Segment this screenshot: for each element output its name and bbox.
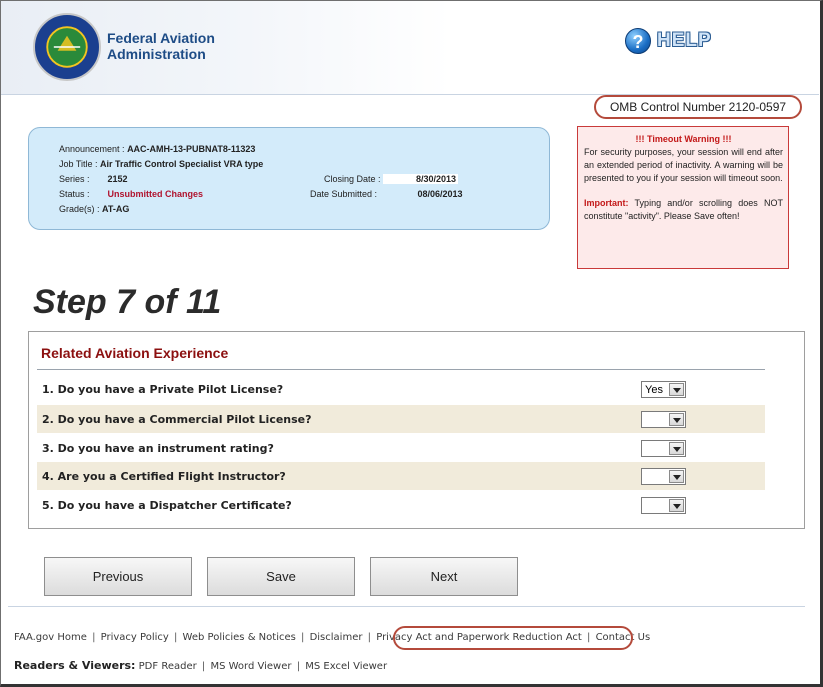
closing-date-row bbox=[324, 174, 458, 184]
footer-divider bbox=[8, 606, 805, 607]
footer-separator: | bbox=[201, 661, 206, 672]
status-label: Status : bbox=[59, 189, 90, 199]
grade-label: Grade(s) : bbox=[59, 204, 100, 214]
question-row bbox=[37, 405, 765, 433]
question-text: 1. Do you have a Private Pilot License? bbox=[42, 383, 284, 396]
announcement-value: AAC-AMH-13-PUBNAT8-11323 bbox=[127, 144, 256, 154]
footer-link-faa-home[interactable]: FAA.gov Home bbox=[14, 632, 87, 643]
footer-separator: | bbox=[92, 632, 96, 643]
chevron-down-icon[interactable] bbox=[669, 442, 684, 455]
closing-date-label: Closing Date : bbox=[324, 174, 381, 184]
help-question-icon[interactable]: ? bbox=[625, 28, 651, 54]
question-row bbox=[37, 434, 765, 462]
timeout-important-body: Typing and/or scrolling does NOT constitute "activity". Please Save often! bbox=[584, 198, 783, 221]
faa-seal-icon bbox=[35, 15, 99, 79]
next-button[interactable]: Next bbox=[370, 557, 518, 596]
help-button[interactable] bbox=[625, 27, 712, 55]
footer-link-disclaimer[interactable]: Disclaimer bbox=[309, 632, 363, 643]
readers-viewers bbox=[14, 659, 387, 672]
chevron-down-icon[interactable] bbox=[669, 470, 684, 483]
status-row bbox=[59, 189, 203, 199]
footer-separator: | bbox=[296, 661, 301, 672]
footer-link-privacy-act[interactable]: Privacy Act and Paperwork Reduction Act bbox=[376, 632, 582, 643]
agency-name-line2: Administration bbox=[107, 46, 206, 62]
question-text: 3. Do you have an instrument rating? bbox=[42, 442, 274, 455]
footer-link-contact-us[interactable]: Contact Us bbox=[595, 632, 651, 643]
series-row bbox=[59, 174, 128, 184]
omb-control-number: OMB Control Number 2120-0597 bbox=[594, 95, 802, 119]
timeout-warning-box bbox=[577, 126, 789, 269]
date-submitted-value: 08/06/2013 bbox=[417, 189, 463, 199]
series-value: 2152 bbox=[107, 174, 128, 184]
question-text: 5. Do you have a Dispatcher Certificate? bbox=[42, 499, 292, 512]
questions-panel bbox=[28, 331, 805, 529]
announcement-row bbox=[59, 144, 255, 154]
grade-value: AT-AG bbox=[102, 204, 130, 214]
agency-name-line1: Federal Aviation bbox=[107, 30, 215, 46]
section-divider bbox=[37, 369, 765, 370]
agency-name bbox=[107, 30, 247, 62]
faa-seal-logo bbox=[33, 13, 101, 81]
chevron-down-icon[interactable] bbox=[669, 413, 684, 426]
question-text: 2. Do you have a Commercial Pilot License? bbox=[42, 413, 312, 426]
closing-date-value: 8/30/2013 bbox=[383, 174, 458, 184]
step-indicator: Step 7 of 11 bbox=[33, 283, 222, 321]
timeout-warning-title: !!! Timeout Warning !!! bbox=[635, 134, 732, 144]
timeout-important-label: Important: bbox=[584, 198, 629, 208]
job-title-row bbox=[59, 159, 263, 169]
question-row bbox=[37, 375, 765, 403]
footer-separator: | bbox=[587, 632, 591, 643]
previous-button[interactable]: Previous bbox=[44, 557, 192, 596]
viewer-link-word[interactable]: MS Word Viewer bbox=[210, 661, 292, 672]
footer-link-web-policies[interactable]: Web Policies & Notices bbox=[182, 632, 296, 643]
status-value: Unsubmitted Changes bbox=[107, 189, 204, 199]
question-text: 4. Are you a Certified Flight Instructor? bbox=[42, 470, 286, 483]
footer-link-privacy-policy[interactable]: Privacy Policy bbox=[100, 632, 169, 643]
answer-select[interactable] bbox=[641, 497, 686, 514]
answer-select-value[interactable]: Yes bbox=[645, 384, 663, 396]
date-submitted-row bbox=[310, 189, 463, 199]
date-submitted-label: Date Submitted : bbox=[310, 189, 378, 199]
footer-separator: | bbox=[301, 632, 305, 643]
answer-select[interactable] bbox=[641, 411, 686, 428]
timeout-warning-body: For security purposes, your session will end after an extended period of inactivity. A warning will be presented to you if your session will timeout soon. bbox=[584, 147, 783, 183]
viewer-link-excel[interactable]: MS Excel Viewer bbox=[305, 661, 388, 672]
grade-row bbox=[59, 204, 129, 214]
site-header bbox=[1, 1, 819, 95]
answer-select[interactable] bbox=[641, 440, 686, 457]
chevron-down-icon[interactable] bbox=[669, 499, 684, 512]
section-title: Related Aviation Experience bbox=[41, 345, 229, 361]
question-row bbox=[37, 462, 765, 490]
chevron-down-icon[interactable] bbox=[669, 383, 684, 396]
series-label: Series : bbox=[59, 174, 90, 184]
question-row bbox=[37, 491, 765, 519]
answer-select[interactable] bbox=[641, 468, 686, 485]
timeout-important-note bbox=[584, 197, 783, 223]
help-label[interactable]: HELP bbox=[657, 30, 712, 51]
announcement-info-box bbox=[28, 127, 550, 230]
job-title-label: Job Title : bbox=[59, 159, 98, 169]
privacy-act-highlight bbox=[393, 626, 633, 650]
footer-separator: | bbox=[367, 632, 372, 643]
footer-separator: | bbox=[173, 632, 178, 643]
viewer-link-pdf[interactable]: PDF Reader bbox=[138, 661, 197, 672]
answer-select[interactable] bbox=[641, 381, 686, 398]
job-title-value: Air Traffic Control Specialist VRA type bbox=[100, 159, 264, 169]
readers-viewers-label: Readers & Viewers: bbox=[14, 659, 136, 672]
save-button[interactable]: Save bbox=[207, 557, 355, 596]
announcement-label: Announcement : bbox=[59, 144, 125, 154]
